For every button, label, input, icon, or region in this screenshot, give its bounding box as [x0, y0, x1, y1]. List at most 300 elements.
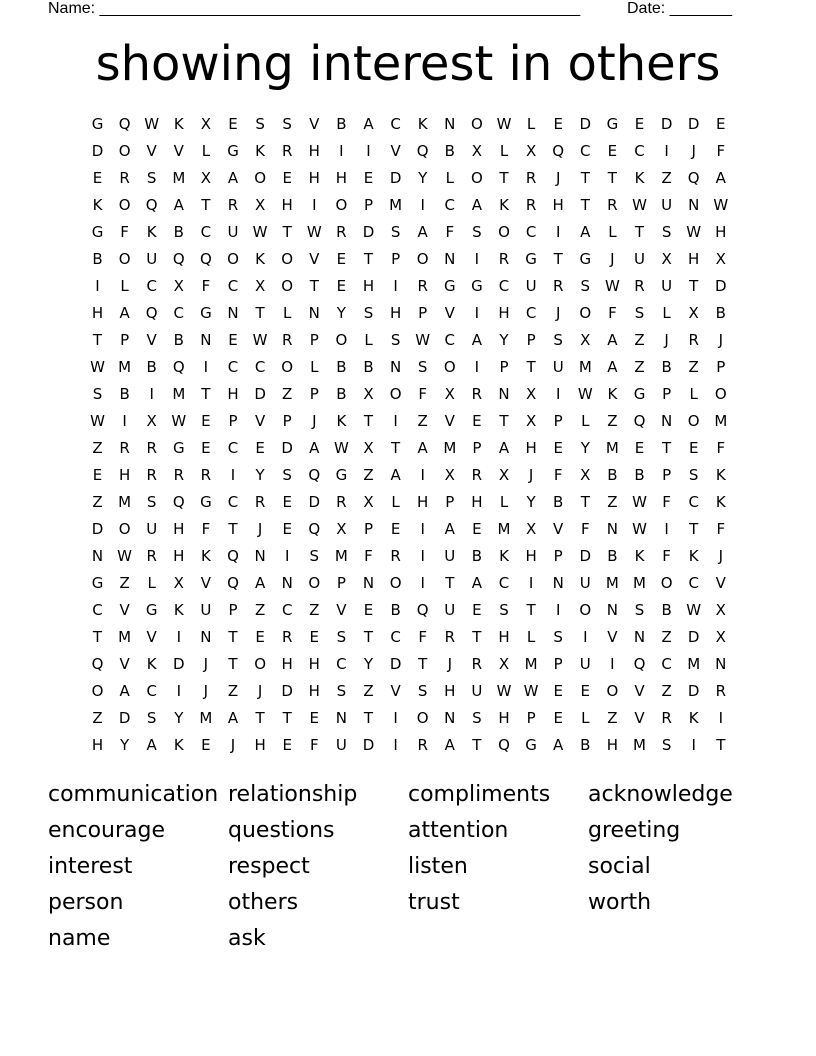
grid-letter: S	[146, 493, 157, 511]
grid-letter: O	[335, 331, 348, 349]
grid-letter: H	[173, 547, 185, 565]
grid-letter: E	[255, 628, 265, 646]
grid-letter: A	[227, 169, 239, 187]
grid-letter: D	[118, 709, 131, 727]
grid-letter: A	[254, 574, 266, 592]
grid-letter: A	[607, 358, 618, 376]
grid-letter: W	[252, 223, 268, 241]
grid-letter: W	[632, 520, 647, 538]
grid-letter: E	[201, 439, 211, 457]
grid-row	[84, 570, 744, 597]
grid-letter: D	[91, 520, 104, 538]
grid-letter: S	[390, 223, 401, 241]
grid-letter: G	[91, 115, 104, 133]
grid-letter: C	[200, 223, 212, 241]
grid-letter: A	[146, 736, 157, 754]
grid-letter: Q	[416, 601, 429, 619]
grid-letter: T	[92, 331, 103, 349]
grid-letter: T	[255, 709, 265, 727]
grid-letter: P	[553, 547, 563, 565]
grid-letter: R	[498, 250, 510, 268]
grid-row	[84, 516, 744, 543]
grid-letter: U	[579, 574, 591, 592]
grid-letter: W	[604, 277, 620, 295]
grid-letter: E	[634, 439, 645, 457]
grid-letter: W	[686, 601, 702, 619]
grid-letter: A	[309, 439, 320, 457]
grid-letter: I	[420, 466, 425, 484]
grid-letter: X	[498, 655, 510, 673]
grid-letter: R	[471, 655, 483, 673]
grid-letter: D	[687, 628, 700, 646]
grid-letter: G	[200, 493, 212, 511]
grid-letter: M	[443, 439, 457, 457]
grid-letter: T	[580, 169, 590, 187]
grid-letter: P	[282, 412, 292, 430]
grid-letter: L	[581, 412, 590, 430]
grid-letter: I	[203, 358, 209, 376]
grid-letter: Z	[282, 385, 293, 403]
grid-letter: I	[393, 412, 398, 430]
grid-letter: M	[497, 520, 511, 538]
grid-letter: Q	[145, 196, 158, 214]
grid-letter: C	[661, 655, 672, 673]
grid-letter: Q	[145, 304, 158, 322]
grid-letter: D	[281, 439, 293, 457]
grid-letter: X	[444, 466, 455, 484]
grid-letter: R	[525, 196, 537, 214]
grid-letter: D	[579, 115, 592, 133]
grid-letter: G	[525, 250, 537, 268]
grid-letter: R	[119, 169, 130, 187]
worksheet-header	[0, 0, 816, 20]
grid-letter: E	[255, 439, 265, 457]
grid-letter: F	[418, 628, 427, 646]
grid-letter: C	[146, 277, 157, 295]
grid-letter: H	[552, 196, 564, 214]
grid-row	[84, 300, 744, 327]
grid-letter: I	[122, 412, 127, 430]
grid-letter: B	[173, 223, 184, 241]
grid-letter: N	[389, 358, 402, 376]
grid-letter: H	[444, 682, 456, 700]
grid-letter: X	[363, 439, 374, 457]
grid-letter: Y	[120, 736, 130, 754]
grid-letter: Z	[92, 439, 103, 457]
grid-letter: D	[687, 115, 700, 133]
grid-letter: N	[606, 520, 618, 538]
grid-letter: A	[417, 223, 428, 241]
grid-letter: W	[252, 331, 268, 349]
grid-letter: D	[362, 223, 375, 241]
word-list-item: name	[48, 926, 111, 951]
grid-letter: J	[664, 331, 669, 349]
grid-letter: P	[418, 304, 428, 322]
grid-letter: A	[715, 169, 726, 187]
grid-letter: K	[417, 115, 428, 133]
grid-letter: T	[363, 709, 374, 727]
grid-letter: S	[363, 304, 374, 322]
grid-letter: X	[715, 601, 726, 619]
grid-letter: N	[91, 547, 104, 565]
grid-letter: I	[149, 385, 154, 403]
grid-letter: P	[553, 655, 563, 673]
grid-letter: B	[173, 331, 184, 349]
grid-letter: R	[444, 628, 456, 646]
grid-letter: I	[420, 520, 425, 538]
grid-letter: S	[553, 331, 563, 349]
grid-letter: P	[363, 520, 374, 538]
grid-letter: T	[662, 439, 672, 457]
grid-row	[84, 543, 744, 570]
name-field-label: Name: ______________________________________________________	[48, 0, 581, 17]
grid-letter: N	[498, 385, 510, 403]
grid-letter: X	[580, 466, 591, 484]
grid-letter: G	[91, 574, 104, 592]
grid-letter: I	[420, 547, 425, 565]
grid-letter: F	[716, 439, 726, 457]
grid-letter: I	[528, 574, 534, 592]
grid-letter: H	[417, 493, 429, 511]
grid-letter: S	[661, 736, 672, 754]
grid-letter: H	[281, 196, 293, 214]
grid-letter: K	[200, 547, 211, 565]
grid-letter: E	[363, 601, 374, 619]
grid-letter: O	[389, 574, 402, 592]
grid-letter: O	[118, 520, 131, 538]
grid-letter: K	[715, 493, 726, 511]
grid-letter: O	[470, 169, 483, 187]
grid-letter: L	[689, 385, 698, 403]
grid-letter: G	[91, 223, 104, 241]
grid-letter: U	[525, 277, 537, 295]
grid-letter: H	[308, 169, 320, 187]
grid-letter: C	[688, 574, 699, 592]
grid-letter: P	[662, 466, 672, 484]
grid-letter: K	[499, 196, 509, 214]
grid-letter: Q	[416, 142, 429, 160]
grid-letter: E	[363, 169, 374, 187]
grid-row	[84, 678, 744, 705]
grid-letter: S	[661, 223, 672, 241]
word-list-item: attention	[408, 818, 509, 843]
grid-letter: O	[227, 250, 239, 268]
grid-letter: E	[472, 601, 482, 619]
grid-letter: Z	[661, 628, 672, 646]
grid-letter: I	[176, 628, 182, 646]
grid-letter: K	[499, 547, 509, 565]
grid-letter: H	[362, 277, 375, 295]
grid-letter: K	[336, 412, 347, 430]
grid-letter: F	[580, 520, 590, 538]
grid-letter: J	[257, 520, 263, 538]
grid-letter: Z	[254, 601, 266, 619]
grid-letter: W	[90, 412, 105, 430]
word-list-item: acknowledge	[588, 782, 733, 807]
grid-letter: J	[718, 547, 724, 565]
grid-letter: D	[660, 115, 673, 133]
grid-letter: Z	[661, 682, 672, 700]
grid-letter: Q	[118, 115, 131, 133]
grid-letter: M	[172, 169, 186, 187]
grid-letter: X	[715, 250, 726, 268]
grid-letter: A	[580, 223, 591, 241]
grid-letter: O	[606, 682, 619, 700]
grid-letter: T	[499, 412, 509, 430]
grid-letter: G	[227, 142, 239, 160]
grid-letter: X	[173, 277, 184, 295]
grid-letter: N	[606, 601, 618, 619]
grid-letter: B	[336, 385, 347, 403]
grid-letter: M	[578, 358, 592, 376]
grid-letter: H	[308, 142, 320, 160]
grid-letter: T	[255, 304, 265, 322]
word-list-item: social	[588, 854, 651, 879]
grid-letter: J	[203, 682, 209, 700]
grid-letter: V	[309, 250, 320, 268]
grid-letter: X	[715, 628, 726, 646]
grid-row	[84, 246, 744, 273]
grid-letter: L	[526, 628, 536, 646]
grid-row	[84, 597, 744, 624]
grid-letter: H	[606, 736, 619, 754]
grid-letter: S	[336, 628, 347, 646]
grid-row	[84, 273, 744, 300]
grid-letter: O	[416, 709, 429, 727]
grid-letter: M	[524, 655, 538, 673]
grid-letter: G	[633, 385, 646, 403]
grid-row	[84, 381, 744, 408]
grid-letter: E	[282, 520, 292, 538]
grid-letter: X	[200, 169, 212, 187]
grid-letter: K	[688, 709, 699, 727]
grid-letter: H	[173, 520, 185, 538]
grid-letter: S	[499, 601, 509, 619]
grid-letter: L	[364, 331, 373, 349]
grid-letter: S	[553, 628, 563, 646]
grid-letter: U	[146, 250, 158, 268]
grid-letter: V	[146, 331, 157, 349]
grid-letter: R	[119, 439, 130, 457]
grid-letter: Z	[363, 466, 374, 484]
grid-letter: K	[173, 736, 184, 754]
grid-letter: T	[526, 358, 536, 376]
grid-letter: Y	[499, 331, 509, 349]
grid-letter: M	[334, 547, 348, 565]
grid-letter: W	[171, 412, 187, 430]
grid-letter: Q	[308, 466, 321, 484]
grid-letter: T	[472, 628, 482, 646]
grid-letter: F	[608, 304, 617, 322]
grid-row	[84, 192, 744, 219]
grid-letter: H	[91, 736, 104, 754]
grid-letter: U	[444, 601, 456, 619]
grid-letter: R	[146, 547, 157, 565]
grid-letter: O	[308, 574, 321, 592]
grid-letter: B	[119, 385, 130, 403]
grid-letter: E	[309, 628, 320, 646]
grid-letter: U	[200, 601, 212, 619]
grid-letter: C	[525, 223, 537, 241]
grid-letter: A	[119, 304, 130, 322]
grid-letter: N	[715, 655, 727, 673]
grid-letter: R	[390, 547, 401, 565]
grid-letter: C	[498, 574, 510, 592]
grid-letter: B	[146, 358, 157, 376]
grid-letter: Q	[172, 358, 185, 376]
grid-letter: H	[498, 304, 510, 322]
grid-letter: R	[281, 628, 293, 646]
grid-letter: T	[363, 628, 374, 646]
grid-letter: W	[496, 682, 512, 700]
grid-letter: S	[472, 223, 482, 241]
grid-letter: E	[336, 277, 347, 295]
grid-letter: A	[498, 439, 510, 457]
grid-letter: Q	[91, 655, 104, 673]
grid-letter: P	[391, 250, 401, 268]
grid-letter: Q	[199, 250, 212, 268]
grid-letter: M	[633, 574, 646, 592]
grid-letter: G	[145, 601, 158, 619]
grid-letter: V	[336, 601, 347, 619]
grid-row	[84, 354, 744, 381]
grid-letter: T	[634, 223, 645, 241]
grid-letter: T	[716, 736, 726, 754]
grid-letter: V	[607, 628, 618, 646]
grid-letter: Z	[417, 412, 428, 430]
grid-letter: R	[688, 331, 699, 349]
grid-letter: V	[200, 574, 212, 592]
grid-row	[84, 138, 744, 165]
grid-letter: I	[555, 223, 561, 241]
grid-letter: C	[227, 358, 239, 376]
grid-letter: E	[282, 169, 292, 187]
grid-letter: E	[553, 115, 563, 133]
grid-letter: V	[715, 574, 726, 592]
grid-letter: Q	[498, 736, 510, 754]
grid-letter: N	[200, 628, 212, 646]
grid-letter: Z	[92, 709, 103, 727]
grid-letter: U	[634, 250, 645, 268]
grid-letter: H	[525, 547, 537, 565]
grid-letter: I	[393, 277, 398, 295]
grid-letter: E	[228, 331, 238, 349]
grid-letter: L	[581, 709, 590, 727]
grid-letter: L	[391, 493, 400, 511]
word-list-item: trust	[408, 890, 460, 915]
grid-letter: T	[499, 169, 509, 187]
date-field-label: Date: _______	[627, 0, 732, 17]
word-list-item: ask	[228, 926, 266, 951]
grid-letter: M	[199, 709, 213, 727]
grid-letter: B	[336, 358, 347, 376]
grid-letter: U	[552, 358, 564, 376]
grid-letter: O	[118, 142, 131, 160]
grid-letter: O	[498, 223, 510, 241]
grid-letter: C	[390, 115, 401, 133]
word-list-item: worth	[588, 890, 652, 915]
grid-letter: X	[173, 574, 184, 592]
word-list-item: compliments	[408, 782, 551, 807]
word-list-item: interest	[48, 854, 133, 879]
grid-letter: R	[254, 493, 266, 511]
grid-letter: X	[525, 412, 537, 430]
grid-letter: N	[444, 250, 456, 268]
grid-letter: P	[336, 574, 346, 592]
grid-letter: A	[471, 331, 483, 349]
grid-letter: T	[553, 250, 563, 268]
grid-letter: I	[555, 385, 561, 403]
grid-letter: Z	[607, 412, 618, 430]
grid-letter: U	[661, 277, 673, 295]
grid-letter: C	[390, 628, 401, 646]
grid-letter: H	[118, 466, 131, 484]
grid-letter: K	[173, 601, 184, 619]
grid-letter: T	[391, 439, 401, 457]
grid-letter: S	[417, 358, 428, 376]
grid-letter: I	[420, 574, 425, 592]
grid-row	[84, 111, 744, 138]
grid-letter: B	[471, 547, 483, 565]
grid-letter: X	[498, 466, 510, 484]
puzzle-title: showing interest in others	[95, 36, 721, 92]
grid-letter: N	[308, 304, 320, 322]
grid-letter: B	[444, 142, 455, 160]
grid-letter: F	[418, 385, 427, 403]
grid-letter: A	[444, 520, 455, 538]
grid-letter: C	[580, 142, 591, 160]
grid-letter: P	[228, 601, 238, 619]
grid-letter: L	[310, 358, 319, 376]
grid-letter: W	[713, 196, 729, 214]
grid-letter: G	[335, 466, 348, 484]
grid-letter: Q	[308, 520, 321, 538]
grid-letter: J	[257, 682, 263, 700]
grid-row	[84, 435, 744, 462]
grid-letter: R	[634, 277, 645, 295]
grid-letter: M	[605, 574, 619, 592]
grid-letter: Q	[172, 250, 185, 268]
grid-letter: K	[715, 466, 726, 484]
grid-letter: I	[718, 709, 724, 727]
grid-letter: S	[282, 115, 292, 133]
grid-letter: W	[577, 385, 593, 403]
grid-letter: E	[472, 520, 482, 538]
grid-letter: S	[255, 115, 265, 133]
grid-letter: R	[173, 466, 185, 484]
grid-letter: P	[363, 196, 374, 214]
grid-letter: A	[173, 196, 184, 214]
grid-letter: J	[555, 169, 561, 187]
grid-letter: G	[200, 304, 212, 322]
grid-letter: Z	[607, 709, 618, 727]
grid-letter: N	[200, 331, 212, 349]
grid-letter: D	[389, 169, 402, 187]
grid-letter: P	[309, 331, 319, 349]
grid-letter: U	[227, 223, 239, 241]
grid-letter: G	[471, 277, 483, 295]
grid-letter: C	[281, 601, 293, 619]
grid-letter: U	[335, 736, 347, 754]
grid-letter: I	[474, 304, 480, 322]
grid-letter: X	[200, 115, 212, 133]
grid-letter: E	[390, 520, 401, 538]
grid-letter: H	[389, 304, 402, 322]
grid-letter: B	[92, 250, 103, 268]
grid-letter: X	[363, 385, 374, 403]
grid-letter: F	[201, 520, 211, 538]
grid-letter: T	[282, 709, 292, 727]
